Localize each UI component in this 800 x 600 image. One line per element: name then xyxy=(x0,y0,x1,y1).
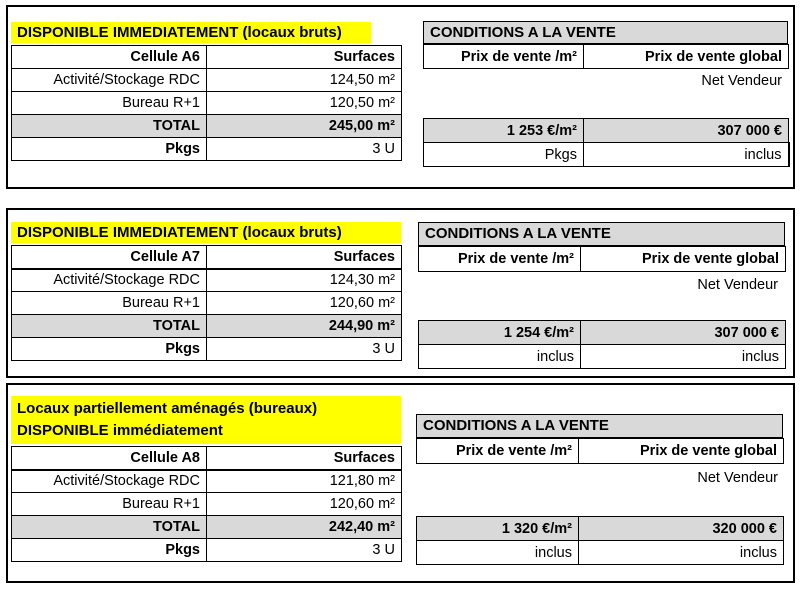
total-label: TOTAL xyxy=(12,516,207,539)
availability-banner: DISPONIBLE IMMEDIATEMENT (locaux bruts) xyxy=(11,22,371,43)
price-m2-header: Prix de vente /m² xyxy=(417,439,579,464)
conditions-title: CONDITIONS A LA VENTE xyxy=(423,21,788,44)
row-label: Activité/Stockage RDC xyxy=(12,470,207,493)
availability-banner xyxy=(11,396,401,444)
price-pkgs-row xyxy=(417,541,784,565)
price-global-header: Prix de vente global xyxy=(581,247,786,272)
pkgs-value: 3 U xyxy=(207,338,402,361)
cell-label: Cellule A7 xyxy=(12,246,207,269)
row-value: 121,80 m² xyxy=(207,470,402,493)
net-vendeur: Net Vendeur xyxy=(701,73,782,89)
table-header-row xyxy=(12,447,402,470)
surfaces-table xyxy=(11,446,402,562)
price-header-row xyxy=(424,45,789,69)
price-values-table xyxy=(423,118,790,167)
row-label: Bureau R+1 xyxy=(12,292,207,315)
total-value: 244,90 m² xyxy=(207,315,402,338)
price-pkgs-left: inclus xyxy=(417,541,579,565)
table-row xyxy=(12,493,402,516)
price-m2-value: 1 253 €/m² xyxy=(424,119,584,143)
availability-line-2: DISPONIBLE immédiatement xyxy=(17,422,223,439)
price-header-table xyxy=(418,246,786,272)
price-pkgs-left: inclus xyxy=(419,345,581,369)
price-pkgs-right: inclus xyxy=(584,143,789,167)
price-pkgs-row xyxy=(424,143,789,167)
table-row xyxy=(12,470,402,493)
row-value: 124,50 m² xyxy=(207,69,402,92)
availability-line-1: Locaux partiellement aménagés (bureaux) xyxy=(17,400,318,417)
conditions-title: CONDITIONS A LA VENTE xyxy=(416,414,783,438)
price-m2-value: 1 320 €/m² xyxy=(417,517,579,541)
surfaces-table xyxy=(11,245,402,361)
price-pkgs-left: Pkgs xyxy=(424,143,584,167)
price-pkgs-row xyxy=(419,345,786,369)
price-header-table xyxy=(416,438,784,464)
net-vendeur: Net Vendeur xyxy=(697,470,778,486)
total-row xyxy=(12,315,402,338)
table-row xyxy=(12,69,402,92)
price-values-table xyxy=(416,516,784,565)
price-global-value: 320 000 € xyxy=(579,517,784,541)
table-row xyxy=(12,92,402,115)
pkgs-row xyxy=(12,138,402,161)
price-global-value: 307 000 € xyxy=(584,119,789,143)
table-header-row xyxy=(12,246,402,269)
row-value: 120,60 m² xyxy=(207,292,402,315)
price-header-row xyxy=(419,247,786,272)
net-vendeur: Net Vendeur xyxy=(697,277,778,293)
price-values-table xyxy=(418,320,786,369)
pkgs-label: Pkgs xyxy=(12,539,207,562)
pkgs-row xyxy=(12,338,402,361)
price-header-table xyxy=(423,44,789,69)
cell-label: Cellule A6 xyxy=(12,46,207,69)
surfaces-header: Surfaces xyxy=(207,447,402,470)
row-label: Bureau R+1 xyxy=(12,92,207,115)
price-pkgs-right: inclus xyxy=(579,541,784,565)
price-m2-value: 1 254 €/m² xyxy=(419,321,581,345)
row-label: Activité/Stockage RDC xyxy=(12,269,207,292)
pkgs-value: 3 U xyxy=(207,138,402,161)
total-label: TOTAL xyxy=(12,115,207,138)
row-value: 124,30 m² xyxy=(207,269,402,292)
price-global-value: 307 000 € xyxy=(581,321,786,345)
price-header-row xyxy=(417,439,784,464)
pkgs-value: 3 U xyxy=(207,539,402,562)
conditions-title: CONDITIONS A LA VENTE xyxy=(418,222,785,246)
price-m2-header: Prix de vente /m² xyxy=(424,45,584,69)
price-pkgs-right: inclus xyxy=(581,345,786,369)
price-m2-header: Prix de vente /m² xyxy=(419,247,581,272)
table-row xyxy=(12,292,402,315)
price-values-row xyxy=(424,119,789,143)
row-value: 120,50 m² xyxy=(207,92,402,115)
surfaces-header: Surfaces xyxy=(207,246,402,269)
surfaces-header: Surfaces xyxy=(207,46,402,69)
price-values-row xyxy=(419,321,786,345)
total-value: 245,00 m² xyxy=(207,115,402,138)
row-label: Activité/Stockage RDC xyxy=(12,69,207,92)
pkgs-label: Pkgs xyxy=(12,338,207,361)
price-global-header: Prix de vente global xyxy=(584,45,789,69)
table-row xyxy=(12,269,402,292)
row-value: 120,60 m² xyxy=(207,493,402,516)
surfaces-table xyxy=(11,45,402,161)
total-value: 242,40 m² xyxy=(207,516,402,539)
pkgs-label: Pkgs xyxy=(12,138,207,161)
total-row xyxy=(12,516,402,539)
total-label: TOTAL xyxy=(12,315,207,338)
row-label: Bureau R+1 xyxy=(12,493,207,516)
total-row xyxy=(12,115,402,138)
price-values-row xyxy=(417,517,784,541)
availability-banner: DISPONIBLE IMMEDIATEMENT (locaux bruts) xyxy=(11,222,401,243)
price-global-header: Prix de vente global xyxy=(579,439,784,464)
table-header-row xyxy=(12,46,402,69)
pkgs-row xyxy=(12,539,402,562)
cell-label: Cellule A8 xyxy=(12,447,207,470)
